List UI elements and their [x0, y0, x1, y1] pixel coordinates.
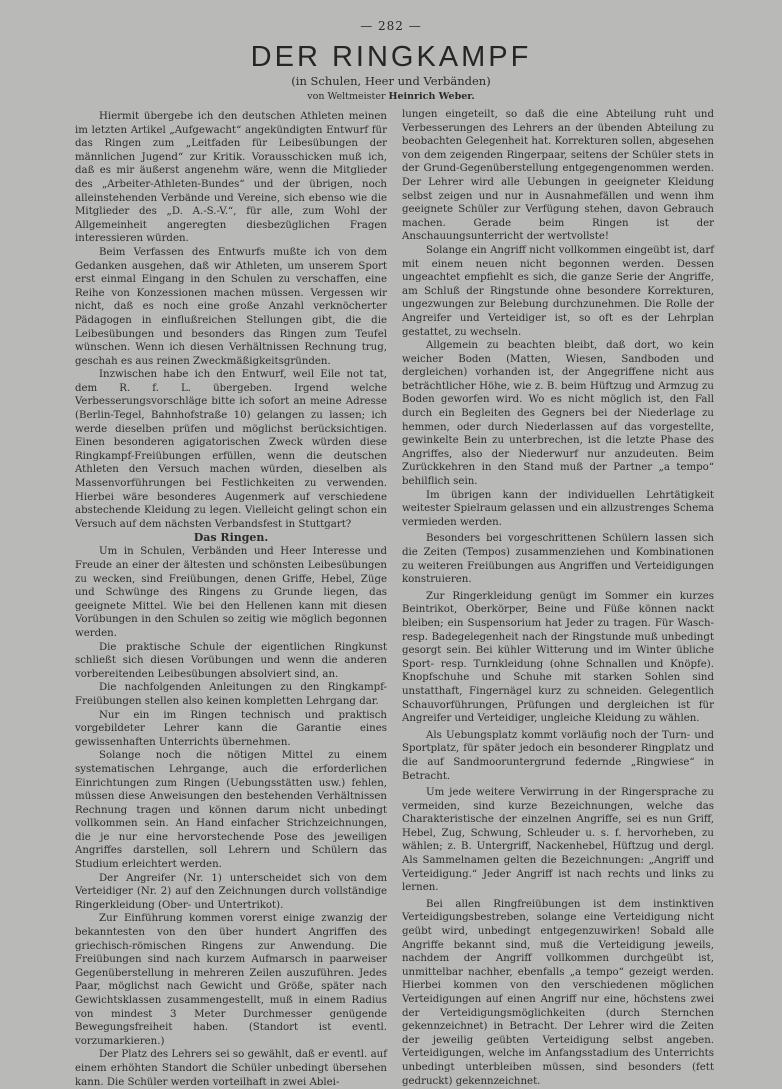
right-column — [402, 108, 714, 1088]
paragraph: Zur Ringerkleidung genügt im Sommer ein kurzes Beintrikot, Oberkörper, Beine und Füße können nackt bleiben; ein Suspensorium hat Jeder zu tragen. Für Wasch- resp. Badegelegenheit nach der Ringstunde muß unbedingt gesorgt sein. Bei kühler Witterung und im Winter übliche Sport- resp. Turnkleidung (ohne Schnallen und Knöpfe). Knopfschuhe und Schuhe mit starken Sohlen sind unstatthaft, Fingernägel kurz zu schneiden. Gelegentlich Schauvorführungen, Prüfungen und dergleichen ist für Angreifer und Verteidiger, ungleiche Kleidung zu wählen. — [402, 590, 714, 725]
paragraph: Als Uebungsplatz kommt vorläufig noch der Turn- und Sportplatz, für später jedoch ein besonderer Ringplatz und die auf Sandmooruntergrund federnde „Ringwiese“ in Betracht. — [402, 729, 714, 782]
paragraph: Allgemein zu beachten bleibt, daß dort, wo kein weicher Boden (Matten, Wiesen, Sandboden und dergleichen) vorhanden ist, der Angegriffene nicht aus beträchtlicher Höhe, wie z. B. beim Hüftzug und Armzug zu Boden geworfen wird. Wo es nicht möglich ist, den Fall durch ein Begleiten des Gegners bei der Niederlage zu hemmen, oder durch Niederlassen auf das vorgestellte, gewinkelte Bein zu unterbrechen, ist die letzte Phase des Angriffes, also der Niederwurf nur anzudeuten. Beim Zurückkehren in den Stand muß der Partner „a tempo“ behilflich sein. — [402, 340, 714, 488]
paragraph: Der Platz des Lehrers sei so gewählt, daß er eventl. auf einem erhöhten Standort die Schüler unbedingt übersehen kann. Die Schüler werden vorteilhaft in zwei Ablei- — [75, 1049, 387, 1088]
paragraph: Inzwischen habe ich den Entwurf, weil Eile not tat, dem R. f. L. übergeben. Irgend welche Verbesserungsvorschläge bitte ich sofort an meine Adresse (Berlin-Tegel, Bahnhofstraße 10) gelangen zu lassen; ich werde dieselben prüfen und möglichst berücksichtigen. Einen besonderen agigatorischen Zweck würden diese Ringkampf-Freiübungen erfüllen, wenn die deutschen Athleten den Versuch machen würden, dieselben als Massenvorführungen bei Festlichkeiten zu verwenden. Hierbei wäre besonderes Augenmerk auf verschiedene abstechende Kleidung zu legen. Vielleicht gelingt schon ein Versuch auf dem nächsten Verbandsfest in Stuttgart? — [75, 369, 387, 530]
byline — [0, 91, 782, 102]
left-column — [75, 110, 387, 1089]
paragraph: Um jede weitere Verwirrung in der Ringersprache zu vermeiden, sind kurze Bezeichnungen, welche das Charakteristische der einzelnen Angriffe, sei es nun Griff, Hebel, Zug, Schwung, Schleuder u. s. f. hervorheben, zu wählen; z. B. Untergriff, Nackenhebel, Hüftzug und dergl. Als Sammelnamen gelten die Bezeichnungen: „Angriff und Verteidigung.“ Jeder Angriff ist nach rechts und links zu lernen. — [402, 787, 714, 894]
paragraph: Zur Einführung kommen vorerst einige zwanzig der bekanntesten von den über hundert Angriffen des griechisch-römischen Ringens zur Anwendung. Die Freiübungen sind nach kurzem Aufmarsch in paarweiser Gegenüberstellung in mehreren Zeilen auszuführen. Jedes Paar, möglichst nach Gewicht und Größe, später nach Gewichtsklassen zusammengestellt, muß in einem Radius von mindest 3 Meter Durchmesser genügende Bewegungsfreiheit haben. (Standort ist eventl. vorzumarkieren.) — [75, 913, 387, 1047]
paragraph: Solange ein Angriff nicht vollkommen eingeübt ist, darf mit einem neuen nicht begonnen werden. Dessen ungeachtet empfiehlt es sich, die ganze Serie der Angriffe, am Schluß der Ringstunde ohne besondere Korrekturen, ungezwungen zur Belebung durchzunehmen. Die Rolle der Angreifer und Verteidiger ist, so oft es der Lehrplan gestattet, zu wechseln. — [402, 244, 714, 338]
paragraph: Hiermit übergebe ich den deutschen Athleten meinen im letzten Artikel „Aufgewacht“ angekündigten Entwurf für das Ringen zum „Leitfaden für Leibesübungen der männlichen Jugend“ zur Kritik. Vorausschicken muß ich, daß es mir äußerst angenehm wäre, wenn die Mitglieder des „Arbeiter-Athleten-Bundes“ und der übrigen, noch alleinstehenden Verbände und Vereine, sich ebenso wie die Mitglieder des „D. A.-S.-V.“, für alle, zum Wohl der Allgemeinheit angeregten diesbezüglichen Fragen interessieren würden. — [75, 111, 387, 245]
paragraph: Die praktische Schule der eigentlichen Ringkunst schließt sich diesen Vorübungen und wenn die anderen vorbereitenden Leibesübungen absolviert sind, an. — [75, 641, 387, 680]
paragraph: Der Angreifer (Nr. 1) unterscheidet sich von dem Verteidiger (Nr. 2) auf den Zeichnungen durch vollständige Ringerkleidung (Ober- und Untertrikot). — [75, 872, 387, 911]
paragraph: Die nachfolgenden Anleitungen zu den Ringkampf-Freiübungen stellen also keinen kompletten Lehrgang dar. — [75, 682, 387, 707]
byline-author: Heinrich Weber. — [388, 91, 475, 102]
paragraph: Solange noch die nötigen Mittel zu einem systematischen Lehrgange, auch die erforderlichen Einrichtungen zum Ringen (Uebungsstätten usw.) fehlen, müssen diese Anweisungen den bestehenden Verhältnissen Rechnung tragen und können darum nicht unbedingt vollkommen sein. An Hand einfacher Strichzeichnungen, die je nur eine hervorstechende Pose des jeweiligen Angriffes darstellen, soll Lehrern und Schülern das Studium erleichtert werden. — [75, 750, 387, 871]
article-subtitle: (in Schulen, Heer und Verbänden) — [291, 74, 491, 88]
article-title: DER RINGKAMPF — [250, 41, 532, 73]
paragraph: lungen eingeteilt, so daß die eine Abteilung ruht und Verbesserungen des Lehrers an der übenden Abteilung zu beobachten Gelegenheit hat. Korrekturen sollen, abgesehen von dem zeigenden Ringerpaar, seitens der Schüler stets in der Grund-Gegenüberstellung entgegengenommen werden. Der Lehrer wird alle Uebungen in geeigneter Kleidung selbst zeigen und nur in Ausnahmefällen und wenn ihm geeignete Schüler zur Verfügung stehen, davon Gebrauch machen. Gerade beim Ringen ist der Anschauungsunterricht der wertvollste! — [402, 109, 714, 243]
byline-prefix: von Weltmeister — [307, 91, 386, 102]
paragraph: Im übrigen kann der individuellen Lehrtätigkeit weitester Spielraum gelassen und ein allzustrenges Schema vermieden werden. — [402, 489, 714, 528]
paragraph: Beim Verfassen des Entwurfs mußte ich von dem Gedanken ausgehen, daß wir Athleten, um unserem Sport erst einmal Eingang in den Schulen zu verschaffen, eine Reihe von Konzessionen machen müssen. Vergessen wir nicht, daß es noch eine große Anzahl verknöcherter Pädagogen in einflußreichen Stellungen gibt, die die Leibesübungen und besonders das Ringen zum Teufel wünschen. Wenn ich diesen Verhältnissen Rechnung trug, geschah es aus reinen Zweckmäßigkeitsgründen. — [75, 246, 387, 367]
paragraph: Bei allen Ringfreiübungen ist dem instinktiven Verteidigungsbestreben, solange eine Verteidigung nicht geübt wird, unbedingt entgegenzuwirken! Sobald alle Angriffe bekannt sind, muß die Verteidigung jeweils, nachdem der Angriff vollkommen durchgeübt ist, unmittelbar nachher, ebenfalls „a tempo“ gezeigt werden. Hierbei kommen von den verschiedenen möglichen Verteidigungen auf einen Angriff nur eine, höchstens zwei der Verteidigungsmöglichkeiten (durch Sternchen gekennzeichnet) in Betracht. Der Lehrer wird die Zeiten der jeweilig geübten Verteidigung selbst angeben. Verteidigungen, welche im Anfangsstadium des Unterrichts unbedingt unterbleiben müssen, sind besonders (fett gedruckt) gekennzeichnet. — [402, 898, 714, 1087]
paragraph: Besonders bei vorgeschrittenen Schülern lassen sich die Zeiten (Tempos) zusammenziehen und Kombinationen zu weiteren Freiübungen aus Angriffen und Verteidigungen konstruieren. — [402, 533, 714, 586]
section-heading: Das Ringen. — [193, 531, 269, 545]
paragraph: Nur ein im Ringen technisch und praktisch vorgebildeter Lehrer kann die Garantie eines gewissenhaften Unterrichts übernehmen. — [75, 709, 387, 748]
page-number: — 282 — — [360, 19, 422, 33]
paragraph: Um in Schulen, Verbänden und Heer Interesse und Freude an einer der ältesten und schönsten Leibesübungen zu wecken, sind Freiübungen, denen Griffe, Hebel, Züge und Schwünge des Ringens zu Grunde liegen, das geeignete Mittel. Wie bei den Hellenen kann mit diesen Vorübungen in den Schulen so zeitig wie möglich begonnen werden. — [75, 546, 387, 639]
